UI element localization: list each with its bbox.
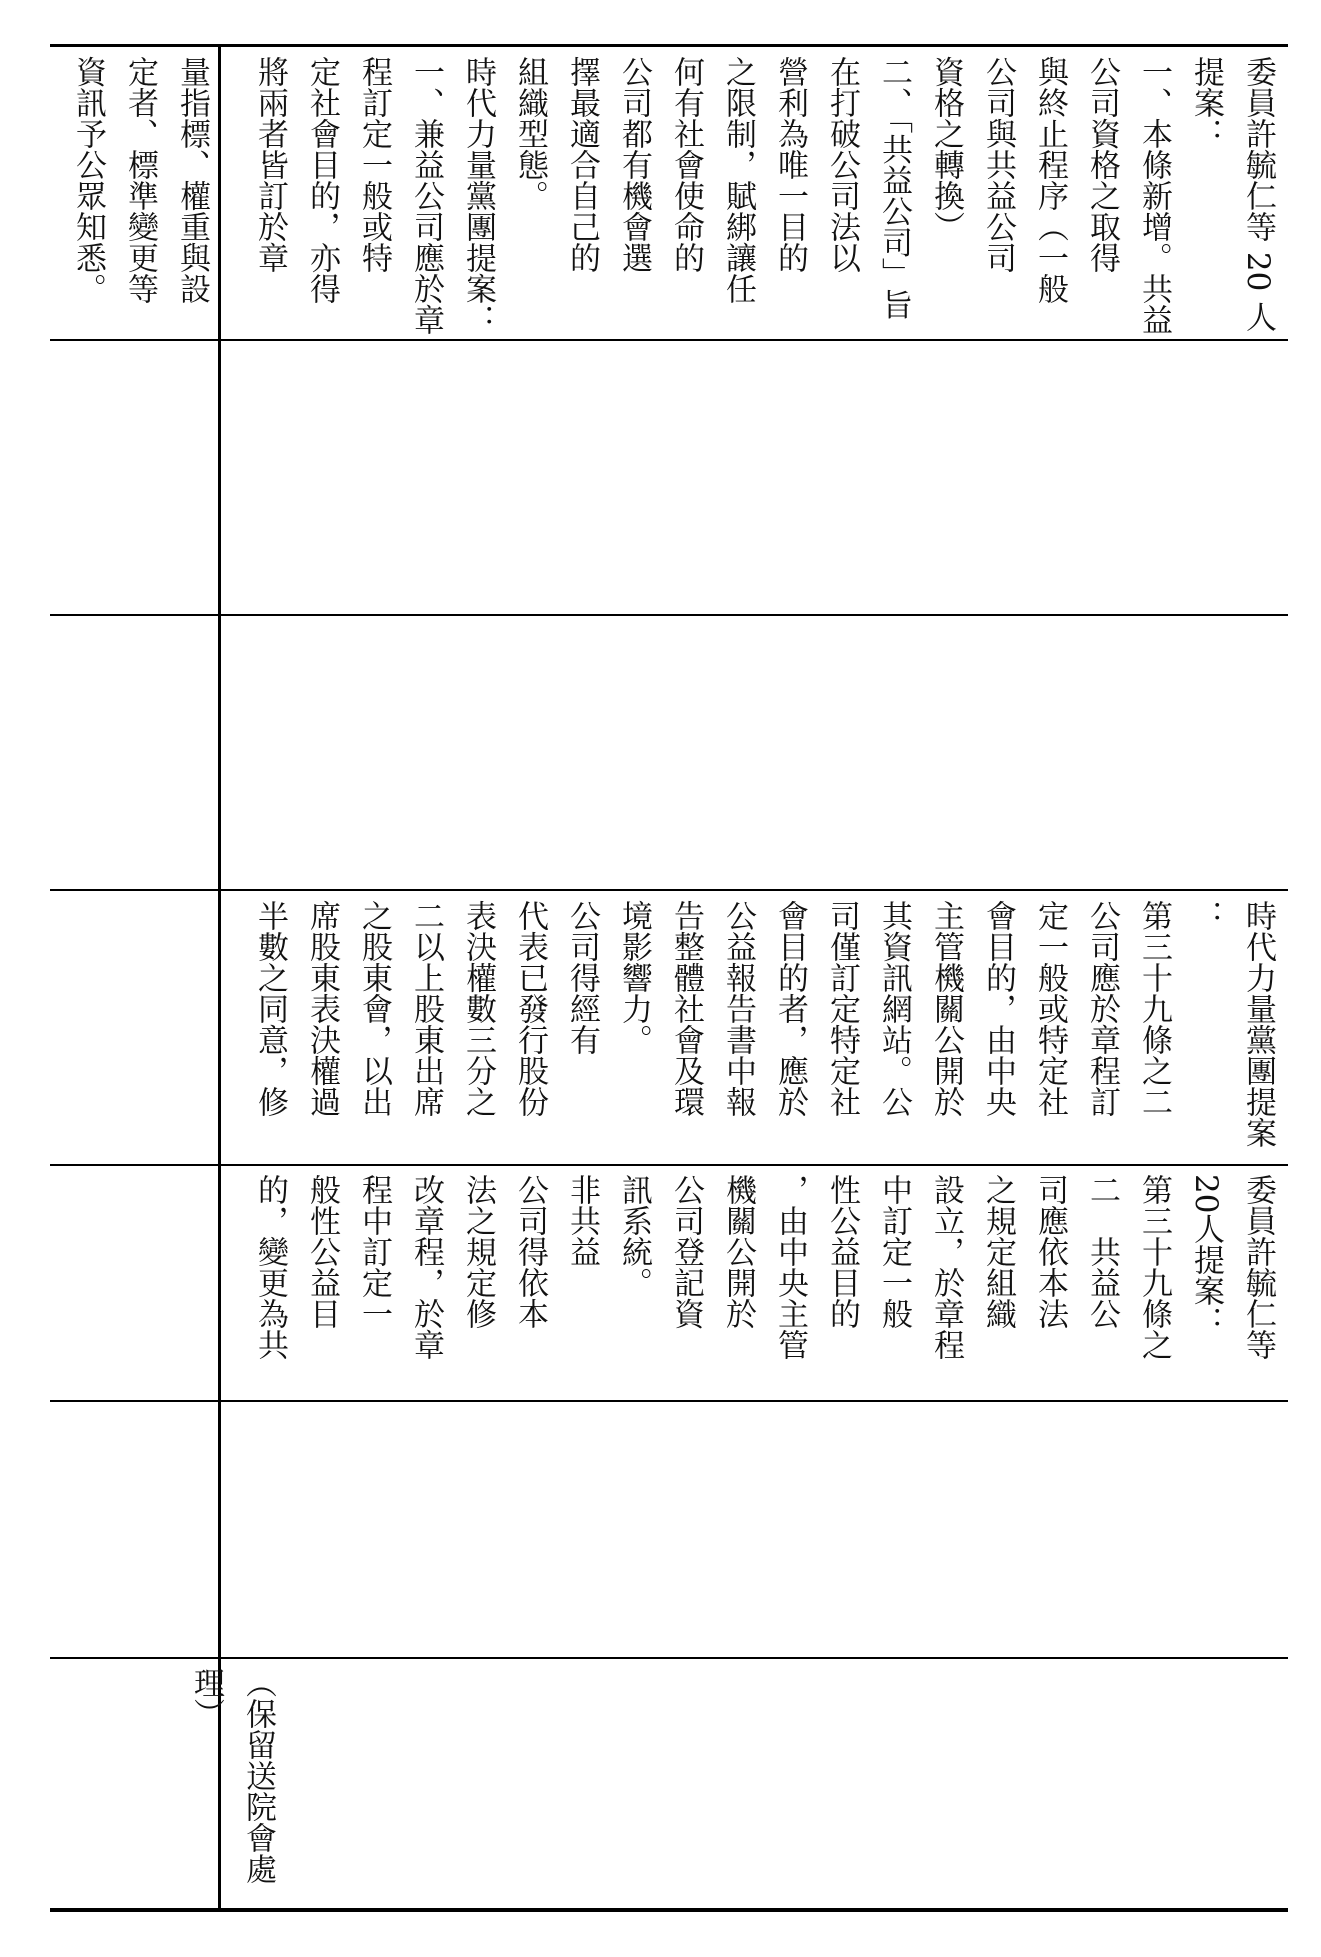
row-divider xyxy=(50,889,1288,891)
table-bottom-border xyxy=(50,1908,1288,1912)
table-top-border xyxy=(50,44,1288,47)
row-2-text: 委員許毓仁等 20 人 提案： 一、本條新增。共益 公司資格之取得 與終止程序（一般 公司與共益公司 資格之轉換） 二、「共益公司」旨 在打破公司法以 營利為唯一目的 之限制，賦綁讓任 何有社會使命的 公司都有機會選 擇最適合自己的 組織型態。 時代力量黨團提案： 一、兼益公司應於章 程訂定一般或特 定社會目的，亦得 將兩者皆訂於章 xyxy=(252,56,1276,335)
row-divider xyxy=(50,339,1288,341)
row-divider xyxy=(50,1400,1288,1402)
row-1-text: 量指標、權重與設 定者、標準變更等 資訊予公眾知悉。 xyxy=(70,56,210,304)
column-divider xyxy=(218,44,221,1910)
row-6-text: 委員許毓仁等 20人提案： 第三十九條之 二 共益公 司應依本法 之規定組織 設立，於章程 中訂定一般 性公益目的 ，由中央主管 機關公開於 公司登記資 訊系統。 非共益 公司得依本 法之規定修 改章程，於章 程中訂定一 般性公益目 的，變更為共 xyxy=(252,1174,1276,1360)
row-5-text: 時代力量黨團提案 ： 第三十九條之二 公司應於章程訂 定一般或特定社 會目的，由中央 主管機關公開於 其資訊網站。公 司僅訂定特定社 會目的者，應於 公益報告書中報 告整體社會及環 境影響力。 公司得經有 代表已發行股份 表決權數三分之 二以上股東出席 之股東會，以出 席股東表決權過 半數之同意，修 xyxy=(252,900,1276,1148)
row-divider xyxy=(50,1164,1288,1166)
row-divider xyxy=(50,1657,1288,1659)
row-divider xyxy=(50,614,1288,616)
row-8-header: （保留送院會處理） xyxy=(188,1667,276,1884)
